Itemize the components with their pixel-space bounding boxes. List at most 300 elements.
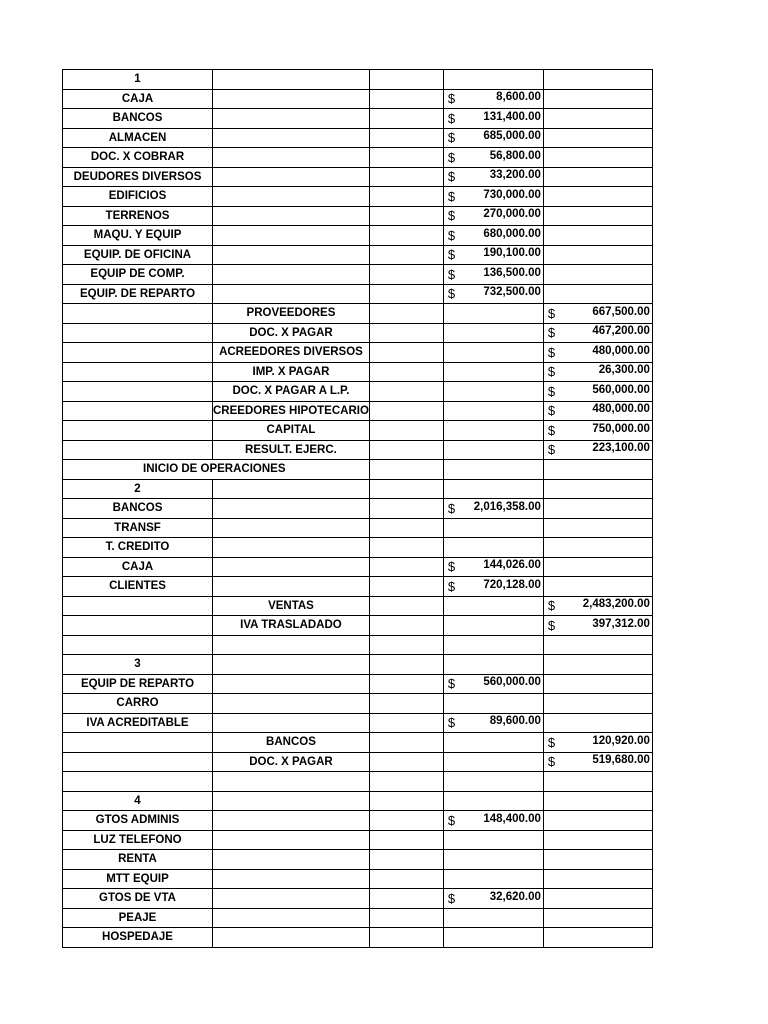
empty-cell[interactable] — [213, 850, 370, 870]
empty-cell[interactable] — [369, 440, 443, 460]
amount-value: 2,483,200.00 — [582, 598, 650, 611]
amount-value: 120,920.00 — [592, 734, 650, 747]
debit-cell[interactable] — [443, 226, 543, 246]
empty-cell[interactable] — [543, 811, 652, 831]
empty-cell[interactable] — [63, 421, 213, 441]
currency-symbol: $ — [447, 169, 456, 185]
debit-cell[interactable] — [443, 889, 543, 909]
table-row — [63, 908, 653, 928]
empty-cell[interactable] — [213, 772, 370, 792]
table-row — [63, 304, 653, 324]
currency-symbol: $ — [447, 812, 456, 828]
debit-account-cell[interactable]: BANCOS — [63, 109, 213, 129]
empty-cell[interactable] — [443, 596, 543, 616]
debit-cell[interactable] — [443, 811, 543, 831]
empty-cell[interactable] — [213, 148, 370, 168]
empty-cell[interactable] — [369, 928, 443, 948]
credit-account-cell[interactable]: DOC. X PAGAR — [213, 323, 370, 343]
amount-value: 32,620.00 — [489, 890, 541, 903]
amount-value: 2,016,358.00 — [473, 500, 541, 513]
empty-cell[interactable] — [213, 109, 370, 129]
empty-cell[interactable] — [543, 577, 652, 597]
debit-account-cell[interactable]: LUZ TELEFONO — [63, 830, 213, 850]
debit-account-cell[interactable]: BANCOS — [63, 499, 213, 519]
table-row — [63, 245, 653, 265]
empty-cell[interactable] — [213, 889, 370, 909]
currency-symbol: $ — [547, 364, 556, 380]
empty-cell[interactable] — [443, 791, 543, 811]
empty-cell[interactable] — [443, 323, 543, 343]
empty-cell[interactable] — [213, 557, 370, 577]
empty-cell[interactable] — [213, 713, 370, 733]
debit-account-cell[interactable]: 1 — [63, 70, 213, 90]
empty-cell[interactable] — [543, 226, 652, 246]
debit-account-cell[interactable]: CARRO — [63, 694, 213, 714]
debit-account-cell[interactable]: 4 — [63, 791, 213, 811]
empty-cell[interactable] — [443, 460, 543, 480]
empty-cell[interactable] — [443, 479, 543, 499]
empty-cell[interactable] — [369, 889, 443, 909]
empty-cell[interactable] — [213, 284, 370, 304]
empty-cell[interactable] — [369, 694, 443, 714]
table-row — [63, 811, 653, 831]
empty-cell[interactable] — [369, 382, 443, 402]
currency-symbol: $ — [447, 149, 456, 165]
empty-cell[interactable] — [369, 479, 443, 499]
amount-value: 480,000.00 — [592, 403, 650, 416]
table-row — [63, 772, 653, 792]
empty-cell[interactable] — [369, 869, 443, 889]
empty-cell[interactable] — [369, 518, 443, 538]
debit-cell[interactable] — [443, 148, 543, 168]
amount-value: 750,000.00 — [592, 422, 650, 435]
empty-cell[interactable] — [369, 245, 443, 265]
empty-cell[interactable] — [443, 908, 543, 928]
table-row — [63, 830, 653, 850]
empty-cell[interactable] — [213, 791, 370, 811]
empty-cell[interactable] — [543, 557, 652, 577]
empty-cell[interactable] — [443, 518, 543, 538]
debit-cell[interactable] — [443, 187, 543, 207]
credit-account-cell[interactable]: RESULT. EJERC. — [213, 440, 370, 460]
empty-cell[interactable] — [543, 265, 652, 285]
credit-account-cell[interactable]: DOC. X PAGAR A L.P. — [213, 382, 370, 402]
credit-account-cell[interactable]: ACREEDORES DIVERSOS — [213, 343, 370, 363]
credit-account-cell[interactable]: BANCOS — [213, 733, 370, 753]
empty-cell[interactable] — [213, 655, 370, 675]
debit-account-cell[interactable]: MAQU. Y EQUIP — [63, 226, 213, 246]
empty-cell[interactable] — [369, 830, 443, 850]
currency-symbol: $ — [447, 208, 456, 224]
amount-value: 26,300.00 — [598, 364, 650, 377]
empty-cell[interactable] — [369, 733, 443, 753]
empty-cell[interactable] — [369, 226, 443, 246]
table-row — [63, 421, 653, 441]
currency-symbol: $ — [547, 734, 556, 750]
credit-account-cell[interactable]: IVA TRASLADADO — [213, 616, 370, 636]
empty-cell[interactable] — [63, 440, 213, 460]
empty-cell[interactable] — [63, 616, 213, 636]
empty-cell[interactable] — [369, 655, 443, 675]
empty-cell[interactable] — [543, 167, 652, 187]
empty-cell[interactable] — [213, 128, 370, 148]
table-row — [63, 616, 653, 636]
amount-value: 56,800.00 — [489, 149, 541, 162]
empty-cell[interactable] — [369, 167, 443, 187]
empty-cell[interactable] — [213, 479, 370, 499]
empty-cell[interactable] — [543, 499, 652, 519]
currency-symbol: $ — [447, 266, 456, 282]
empty-cell[interactable] — [369, 265, 443, 285]
empty-cell[interactable] — [213, 635, 370, 655]
credit-account-cell[interactable]: DOC. X PAGAR — [213, 752, 370, 772]
empty-cell[interactable] — [369, 538, 443, 558]
empty-cell[interactable] — [213, 538, 370, 558]
table-row — [63, 635, 653, 655]
table-row — [63, 284, 653, 304]
empty-cell[interactable] — [443, 830, 543, 850]
empty-cell[interactable] — [443, 440, 543, 460]
empty-cell[interactable] — [443, 733, 543, 753]
empty-cell[interactable] — [443, 538, 543, 558]
empty-cell[interactable] — [63, 635, 213, 655]
debit-account-cell[interactable]: CAJA — [63, 557, 213, 577]
empty-cell[interactable] — [543, 89, 652, 109]
empty-cell[interactable] — [443, 635, 543, 655]
empty-cell[interactable] — [543, 187, 652, 207]
credit-cell[interactable] — [543, 596, 652, 616]
credit-cell[interactable] — [543, 440, 652, 460]
empty-cell[interactable] — [443, 401, 543, 421]
empty-cell[interactable] — [213, 928, 370, 948]
empty-cell[interactable] — [369, 187, 443, 207]
empty-cell[interactable] — [443, 382, 543, 402]
empty-cell[interactable] — [543, 479, 652, 499]
empty-cell[interactable] — [443, 362, 543, 382]
empty-cell[interactable] — [369, 362, 443, 382]
currency-symbol: $ — [447, 91, 456, 107]
credit-cell[interactable] — [543, 323, 652, 343]
empty-cell[interactable] — [543, 655, 652, 675]
empty-cell[interactable] — [543, 635, 652, 655]
debit-cell[interactable] — [443, 284, 543, 304]
empty-cell[interactable] — [543, 538, 652, 558]
debit-account-cell[interactable]: PEAJE — [63, 908, 213, 928]
table-row — [63, 928, 653, 948]
empty-cell[interactable] — [443, 869, 543, 889]
empty-cell[interactable] — [543, 460, 652, 480]
debit-cell[interactable] — [443, 245, 543, 265]
empty-cell[interactable] — [443, 694, 543, 714]
empty-cell[interactable] — [213, 245, 370, 265]
table-row — [63, 538, 653, 558]
debit-cell[interactable] — [443, 674, 543, 694]
empty-cell[interactable] — [543, 772, 652, 792]
debit-cell[interactable] — [443, 557, 543, 577]
currency-symbol: $ — [447, 130, 456, 146]
table-row — [63, 499, 653, 519]
debit-account-cell[interactable]: 2 — [63, 479, 213, 499]
currency-symbol: $ — [447, 500, 456, 516]
table-row — [63, 109, 653, 129]
debit-account-cell[interactable]: IVA ACREDITABLE — [63, 713, 213, 733]
credit-cell[interactable] — [543, 401, 652, 421]
section-caption-cell[interactable]: INICIO DE OPERACIONES — [63, 460, 370, 480]
empty-cell[interactable] — [213, 577, 370, 597]
table-row — [63, 343, 653, 363]
table-row — [63, 655, 653, 675]
empty-cell[interactable] — [543, 791, 652, 811]
empty-cell[interactable] — [63, 772, 213, 792]
debit-account-cell[interactable]: DOC. X COBRAR — [63, 148, 213, 168]
empty-cell[interactable] — [443, 343, 543, 363]
table-row — [63, 128, 653, 148]
empty-cell[interactable] — [213, 518, 370, 538]
empty-cell[interactable] — [213, 167, 370, 187]
empty-cell[interactable] — [63, 382, 213, 402]
empty-cell[interactable] — [543, 908, 652, 928]
table-row — [63, 577, 653, 597]
debit-cell[interactable] — [443, 206, 543, 226]
empty-cell[interactable] — [369, 323, 443, 343]
debit-account-cell[interactable]: CAJA — [63, 89, 213, 109]
empty-cell[interactable] — [443, 772, 543, 792]
debit-cell[interactable] — [443, 713, 543, 733]
empty-cell[interactable] — [369, 304, 443, 324]
empty-cell[interactable] — [213, 908, 370, 928]
table-row — [63, 791, 653, 811]
amount-value: 8,600.00 — [496, 91, 541, 104]
credit-cell[interactable] — [543, 752, 652, 772]
table-row — [63, 148, 653, 168]
credit-cell[interactable] — [543, 616, 652, 636]
empty-cell[interactable] — [543, 869, 652, 889]
empty-cell[interactable] — [543, 928, 652, 948]
amount-value: 397,312.00 — [592, 617, 650, 630]
empty-cell[interactable] — [369, 284, 443, 304]
amount-value: 730,000.00 — [483, 188, 541, 201]
amount-value: 720,128.00 — [483, 578, 541, 591]
empty-cell[interactable] — [63, 304, 213, 324]
currency-symbol: $ — [547, 598, 556, 614]
debit-account-cell[interactable]: CLIENTES — [63, 577, 213, 597]
empty-cell[interactable] — [543, 674, 652, 694]
empty-cell[interactable] — [369, 616, 443, 636]
table-row — [63, 694, 653, 714]
empty-cell[interactable] — [369, 401, 443, 421]
amount-value: 480,000.00 — [592, 344, 650, 357]
empty-cell[interactable] — [369, 674, 443, 694]
currency-symbol: $ — [547, 403, 556, 419]
table-row — [63, 167, 653, 187]
amount-value: 732,500.00 — [483, 286, 541, 299]
empty-cell[interactable] — [543, 850, 652, 870]
currency-symbol: $ — [447, 559, 456, 575]
currency-symbol: $ — [447, 188, 456, 204]
empty-cell[interactable] — [443, 616, 543, 636]
credit-cell[interactable] — [543, 362, 652, 382]
empty-cell[interactable] — [63, 343, 213, 363]
empty-cell[interactable] — [543, 518, 652, 538]
amount-value: 136,500.00 — [483, 266, 541, 279]
debit-account-cell[interactable]: TRANSF — [63, 518, 213, 538]
empty-cell[interactable] — [369, 772, 443, 792]
empty-cell[interactable] — [443, 752, 543, 772]
credit-account-cell[interactable]: CAPITAL — [213, 421, 370, 441]
amount-value: 560,000.00 — [592, 383, 650, 396]
empty-cell[interactable] — [543, 245, 652, 265]
empty-cell[interactable] — [213, 869, 370, 889]
empty-cell[interactable] — [543, 284, 652, 304]
empty-cell[interactable] — [369, 811, 443, 831]
ledger-table — [62, 69, 653, 948]
debit-account-cell[interactable]: GTOS ADMINIS — [63, 811, 213, 831]
empty-cell[interactable] — [213, 206, 370, 226]
empty-cell[interactable] — [369, 791, 443, 811]
empty-cell[interactable] — [369, 206, 443, 226]
debit-account-cell[interactable]: EDIFICIOS — [63, 187, 213, 207]
empty-cell[interactable] — [369, 128, 443, 148]
empty-cell[interactable] — [213, 187, 370, 207]
table-row — [63, 557, 653, 577]
debit-account-cell[interactable]: ALMACEN — [63, 128, 213, 148]
empty-cell[interactable] — [369, 499, 443, 519]
empty-cell[interactable] — [369, 148, 443, 168]
empty-cell[interactable] — [213, 674, 370, 694]
empty-cell[interactable] — [369, 89, 443, 109]
table-row — [63, 323, 653, 343]
credit-cell[interactable] — [543, 304, 652, 324]
debit-account-cell[interactable]: DEUDORES DIVERSOS — [63, 167, 213, 187]
debit-account-cell[interactable]: EQUIP DE REPARTO — [63, 674, 213, 694]
table-row — [63, 850, 653, 870]
debit-cell[interactable] — [443, 89, 543, 109]
empty-cell[interactable] — [443, 421, 543, 441]
currency-symbol: $ — [447, 247, 456, 263]
empty-cell[interactable] — [213, 89, 370, 109]
table-row — [63, 206, 653, 226]
currency-symbol: $ — [547, 442, 556, 458]
empty-cell[interactable] — [63, 752, 213, 772]
empty-cell[interactable] — [443, 655, 543, 675]
empty-cell[interactable] — [369, 635, 443, 655]
empty-cell[interactable] — [543, 830, 652, 850]
debit-account-cell[interactable]: 3 — [63, 655, 213, 675]
debit-cell[interactable] — [443, 128, 543, 148]
table-row — [63, 596, 653, 616]
debit-cell[interactable] — [443, 167, 543, 187]
amount-value: 680,000.00 — [483, 227, 541, 240]
debit-cell[interactable] — [443, 577, 543, 597]
table-row — [63, 382, 653, 402]
debit-cell[interactable] — [443, 265, 543, 285]
empty-cell[interactable] — [63, 401, 213, 421]
debit-account-cell[interactable]: GTOS DE VTA — [63, 889, 213, 909]
empty-cell[interactable] — [543, 128, 652, 148]
credit-account-cell[interactable]: CREEDORES HIPOTECARIO — [213, 401, 370, 421]
empty-cell[interactable] — [543, 694, 652, 714]
empty-cell[interactable] — [543, 889, 652, 909]
currency-symbol: $ — [547, 754, 556, 770]
debit-account-cell[interactable]: TERRENOS — [63, 206, 213, 226]
empty-cell[interactable] — [213, 226, 370, 246]
credit-cell[interactable] — [543, 343, 652, 363]
empty-cell[interactable] — [369, 70, 443, 90]
empty-cell[interactable] — [543, 70, 652, 90]
table-row — [63, 674, 653, 694]
empty-cell[interactable] — [213, 830, 370, 850]
empty-cell[interactable] — [369, 850, 443, 870]
debit-cell[interactable] — [443, 109, 543, 129]
empty-cell[interactable] — [443, 70, 543, 90]
empty-cell[interactable] — [63, 596, 213, 616]
amount-value: 685,000.00 — [483, 130, 541, 143]
amount-value: 560,000.00 — [483, 676, 541, 689]
empty-cell[interactable] — [543, 713, 652, 733]
empty-cell[interactable] — [369, 752, 443, 772]
debit-account-cell[interactable]: EQUIP. DE OFICINA — [63, 245, 213, 265]
empty-cell[interactable] — [213, 499, 370, 519]
empty-cell[interactable] — [443, 928, 543, 948]
empty-cell[interactable] — [213, 811, 370, 831]
debit-account-cell[interactable]: RENTA — [63, 850, 213, 870]
empty-cell[interactable] — [543, 206, 652, 226]
currency-symbol: $ — [447, 578, 456, 594]
currency-symbol: $ — [547, 617, 556, 633]
empty-cell[interactable] — [543, 109, 652, 129]
debit-account-cell[interactable]: MTT EQUIP — [63, 869, 213, 889]
empty-cell[interactable] — [369, 908, 443, 928]
debit-account-cell[interactable]: T. CREDITO — [63, 538, 213, 558]
empty-cell[interactable] — [369, 577, 443, 597]
table-row — [63, 265, 653, 285]
empty-cell[interactable] — [369, 557, 443, 577]
table-row — [63, 518, 653, 538]
empty-cell[interactable] — [543, 148, 652, 168]
credit-account-cell[interactable]: PROVEEDORES — [213, 304, 370, 324]
amount-value: 131,400.00 — [483, 110, 541, 123]
currency-symbol: $ — [547, 383, 556, 399]
currency-symbol: $ — [547, 344, 556, 360]
debit-account-cell[interactable]: HOSPEDAJE — [63, 928, 213, 948]
empty-cell[interactable] — [369, 460, 443, 480]
empty-cell[interactable] — [369, 109, 443, 129]
credit-account-cell[interactable]: VENTAS — [213, 596, 370, 616]
debit-account-cell[interactable]: EQUIP DE COMP. — [63, 265, 213, 285]
empty-cell[interactable] — [213, 265, 370, 285]
amount-value: 270,000.00 — [483, 208, 541, 221]
empty-cell[interactable] — [443, 850, 543, 870]
credit-cell[interactable] — [543, 733, 652, 753]
credit-account-cell[interactable]: IMP. X PAGAR — [213, 362, 370, 382]
empty-cell[interactable] — [213, 70, 370, 90]
credit-cell[interactable] — [543, 382, 652, 402]
empty-cell[interactable] — [63, 323, 213, 343]
empty-cell[interactable] — [213, 694, 370, 714]
credit-cell[interactable] — [543, 421, 652, 441]
empty-cell[interactable] — [63, 362, 213, 382]
debit-cell[interactable] — [443, 499, 543, 519]
empty-cell[interactable] — [369, 596, 443, 616]
debit-account-cell[interactable]: EQUIP. DE REPARTO — [63, 284, 213, 304]
empty-cell[interactable] — [443, 304, 543, 324]
empty-cell[interactable] — [369, 713, 443, 733]
table-row — [63, 889, 653, 909]
empty-cell[interactable] — [63, 733, 213, 753]
empty-cell[interactable] — [369, 343, 443, 363]
empty-cell[interactable] — [369, 421, 443, 441]
table-row — [63, 752, 653, 772]
